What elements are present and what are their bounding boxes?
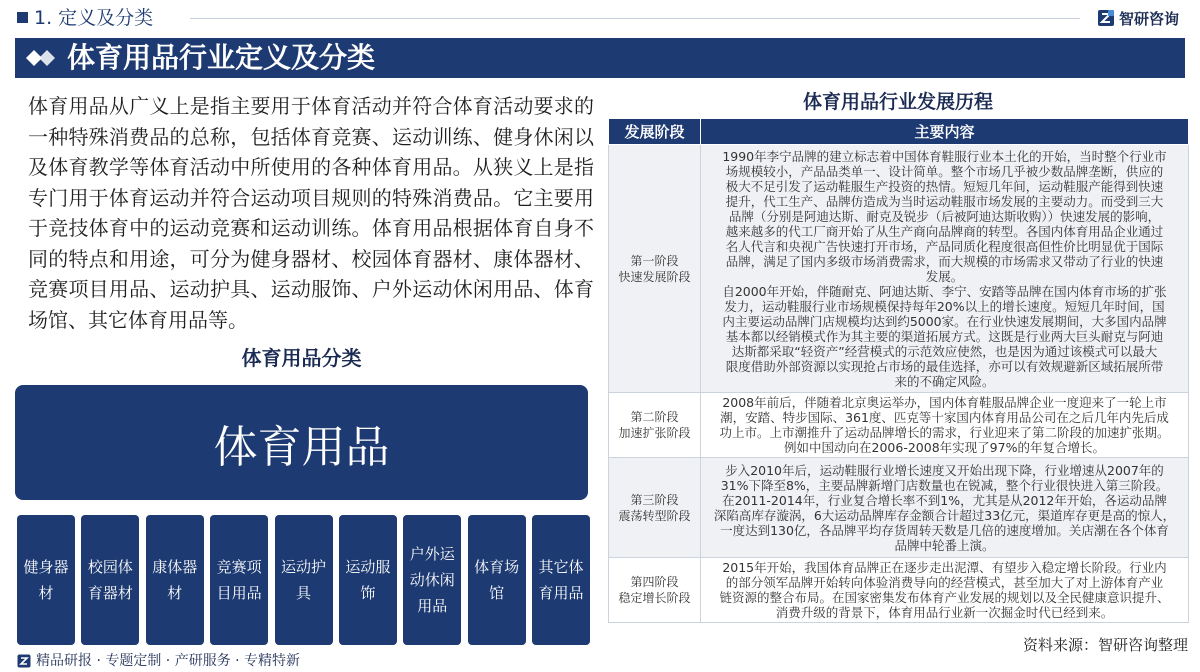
content-line: 的部分领军品牌开始转向体验消费导向的经营模式，甚至加大了对上游体育产业: [725, 575, 1164, 590]
content-line: 提升，代工生产、品牌仿造成为当时运动鞋服市场发展的主要动力。而受到三大: [725, 193, 1164, 209]
content-line: 越来越多的代工厂商开始了从生产商向品牌商的转型。各国内体育用品企业通过: [725, 223, 1164, 239]
column-header-stage: 发展阶段: [609, 119, 701, 145]
content-cell: [701, 458, 1189, 558]
category-box: [468, 515, 526, 645]
category-label: 运动护具: [280, 558, 326, 602]
stage-cell: [609, 145, 701, 393]
content-line: 基本都以经销模式作为其主要的渠道拓展方式。这既是行业两大巨头耐克与阿迪: [725, 328, 1164, 344]
intro-text-line: 竞赛项目用品、运动护具、运动服饰、户外运动休闲用品、体育: [28, 277, 594, 301]
stage-phase: 第三阶段: [630, 492, 679, 507]
content-line: 2015年开始，我国体育品牌正在逐步走出泥潭、有望步入稳定增长阶段。行业内: [722, 560, 1167, 575]
stage-name: 快速发展阶段: [618, 269, 691, 284]
content-line: 1990年李宁品牌的建立标志着中国体育鞋服行业本土化的开始，当时整个行业市: [722, 148, 1167, 164]
category-label: 校园体育器材: [87, 558, 133, 602]
content-line: 2008年前后，伴随着北京奥运举办，国内体育鞋服品牌企业一度迎来了一轮上市: [722, 395, 1167, 410]
classification-root-box: [15, 385, 588, 500]
content-line: 31%下降至8%，主要品牌新增门店数量也在锐减，整个行业很快进入第三阶段。: [720, 477, 1169, 493]
category-box: [81, 515, 139, 645]
history-row: [609, 458, 1189, 558]
content-line: 来的不确定风险。: [894, 373, 995, 389]
category-box: [403, 515, 461, 645]
intro-text-line: 同的特点和用途，可分为健身器材、校园体育器材、康体器材、: [28, 246, 594, 271]
zhiyan-logo-icon: [1097, 9, 1115, 27]
content-line: 内主要运动品牌门店规模均达到约5000家。在行业快速发展期间，大多国内品牌: [722, 313, 1167, 329]
content-line: 发展。: [925, 268, 964, 284]
history-row: [609, 558, 1189, 623]
content-line: 一度达到130亿，各品牌平均存货周转天数是几倍的速度增加。关店潮在各个体育: [720, 522, 1169, 538]
content-cell: [701, 145, 1189, 393]
stage-name: 震荡转型阶段: [618, 508, 691, 523]
category-label: 康体器材: [152, 558, 198, 602]
content-line: 品牌，满足了国内多级市场消费需求，而大规模的市场需求又带动了行业的快速: [725, 253, 1164, 269]
content-line: 发力，运动鞋服行业市场规模保持每年20%以上的增长速度。短短几年时间，国: [724, 298, 1165, 314]
stage-cell: [609, 558, 701, 623]
stage-phase: 第二阶段: [630, 410, 679, 424]
intro-text-line: 专门用于体育运动并符合运动项目规则的特殊消费品。它主要用: [28, 185, 594, 210]
category-list: [17, 515, 590, 645]
stage-phase: 第一阶段: [630, 253, 679, 268]
category-box: [339, 515, 397, 645]
title-banner: [15, 38, 1185, 78]
category-label: 户外运动休闲用品: [409, 545, 455, 615]
category-label: 健身器材: [23, 558, 69, 602]
content-line: 步入2010年后，运动鞋服行业增长速度又开始出现下降，行业增速从2007年的: [725, 462, 1164, 478]
classification-root-label: 体育用品: [213, 421, 390, 473]
zhiyan-logo-icon: [17, 654, 31, 668]
history-row: [609, 145, 1189, 393]
page-title: 体育用品行业定义及分类: [67, 41, 376, 74]
stage-cell: [609, 393, 701, 458]
footer-tagline: 精品研报 · 专题定制 · 产研服务 · 专精特新: [36, 653, 301, 669]
source-note: 资料来源：智研咨询整理: [1022, 636, 1188, 654]
content-line: 品牌中轮番上演。: [894, 537, 995, 553]
classification-heading: 体育用品分类: [241, 346, 362, 370]
column-header-content: 主要内容: [701, 119, 1189, 145]
stage-cell: [609, 458, 701, 558]
history-table: [608, 118, 1189, 623]
content-line: 名人代言和央视广告快速打开市场，产品同质化程度很高但性价比明显优于国际: [725, 238, 1164, 254]
category-label: 运动服饰: [345, 558, 391, 602]
content-line: 功上市。上市潮推升了运动品牌增长的需求，行业迎来了第二阶段的加速扩张期。: [719, 425, 1170, 440]
history-title: 体育用品行业发展历程: [802, 91, 993, 113]
stage-name: 加速扩张阶段: [618, 426, 691, 440]
intro-paragraph: [28, 91, 594, 335]
category-box: [210, 515, 268, 645]
content-cell: [701, 558, 1189, 623]
category-label: 体育场馆: [474, 558, 520, 602]
stage-phase: 第四阶段: [630, 575, 679, 589]
brand-name: 智研咨询: [1119, 9, 1180, 28]
content-line: 限度借助外部资源以实现抢占市场的最佳选择，亦可以有效规避新区域拓展所带: [725, 358, 1164, 374]
header-divider: [190, 18, 1080, 19]
content-line: 达斯都采取“轻资产”经营模式的示范效应使然，也是因为通过该模式可以最大: [731, 343, 1158, 359]
content-line: 例如中国动向在2006-2008年实现了97%的年复合增长。: [784, 440, 1105, 455]
stage-name: 稳定增长阶段: [618, 591, 691, 605]
content-line: 链资源的整合布局。在国家密集发布体育产业发展的规划以及全民健康意识提升、: [719, 590, 1170, 605]
intro-text-line: 一种特殊消费品的总称，包括体育竞赛、运动训练、健身休闲以: [28, 124, 594, 149]
category-label: 其它体育用品: [538, 558, 584, 602]
content-line: 极大不足引发了运动鞋服生产投资的热情。短短几年间，运动鞋服产能得到快速: [725, 178, 1164, 194]
history-row: [609, 393, 1189, 458]
category-box: [17, 515, 75, 645]
history-header-row: [609, 119, 1189, 145]
content-line: 品牌（分别是阿迪达斯、耐克及锐步（后被阿迪达斯收购））快速发展的影响，: [728, 208, 1161, 224]
intro-text-line: 体育用品从广义上是指主要用于体育活动并符合体育活动要求的: [28, 94, 594, 118]
intro-text-line: 于竞技体育中的运动竞赛和运动训练。体育用品根据体育自身不: [28, 216, 594, 240]
content-line: 深陷高库存漩涡，6大运动品牌库存金额合计超过33亿元，渠道库存更是高的惊人，: [713, 507, 1176, 523]
category-box: [146, 515, 204, 645]
intro-text-line: 及体育教学等体育活动中所使用的各种体育用品。从狭义上是指: [28, 155, 594, 179]
section-square-icon: [17, 12, 28, 23]
content-line: 消费升级的背景下，体育用品行业新一次掘金时代已经到来。: [775, 605, 1114, 620]
content-line: 场规模较小，产品品类单一、设计简单。整个市场几乎被少数品牌垄断，供应的: [725, 163, 1164, 179]
double-diamond-icon: [25, 48, 59, 68]
brand-logo: [1097, 6, 1179, 30]
content-line: 在2011-2014年，行业复合增长率不到1%，尤其是从2012年开始，各运动品牌: [722, 492, 1167, 508]
content-cell: [701, 393, 1189, 458]
intro-text-line: 场馆、其它体育用品等。: [28, 307, 248, 332]
content-line: 自2000年开始，伴随耐克、阿迪达斯、李宁、安踏等品牌在国内体育市场的扩张: [722, 283, 1167, 299]
category-label: 竞赛项目用品: [216, 558, 262, 602]
content-line: 潮，安踏、特步国际、361度、匹克等十家国内体育用品公司在之后几年内先后成: [720, 410, 1169, 425]
category-box: [275, 515, 333, 645]
section-title: 1. 定义及分类: [34, 7, 154, 29]
category-box: [532, 515, 590, 645]
